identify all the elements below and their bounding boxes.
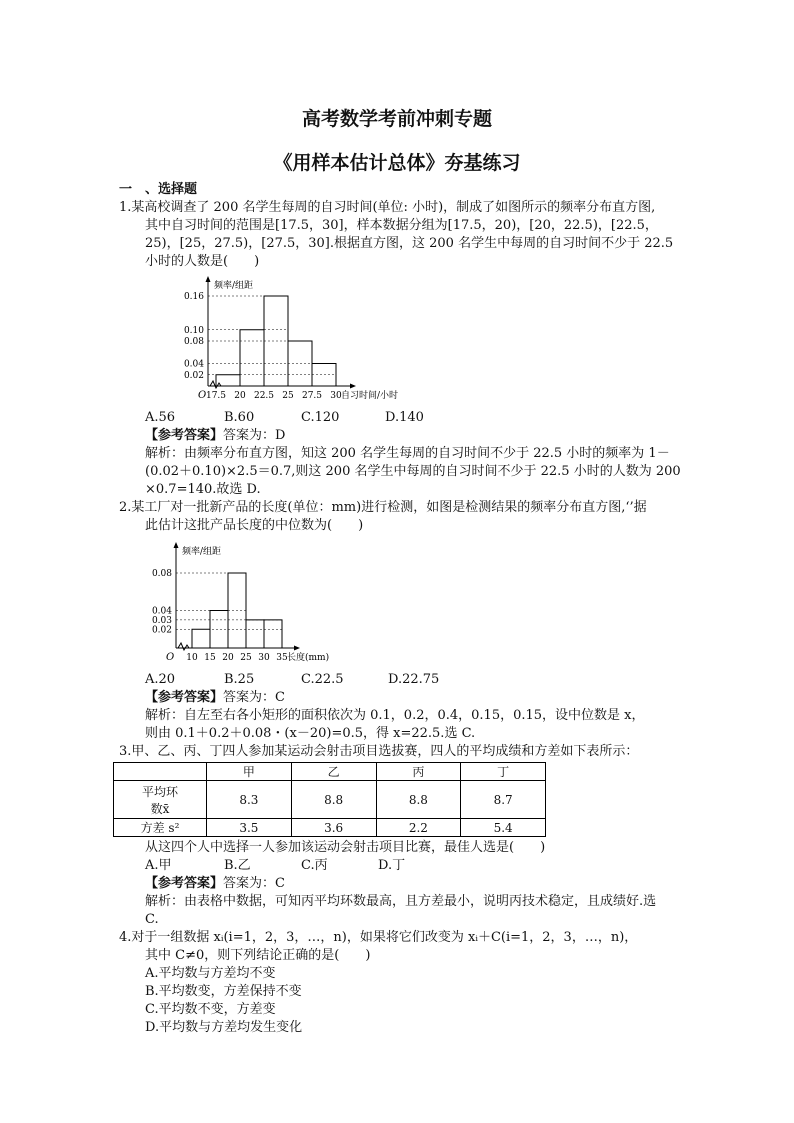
origin-label: O [166, 652, 175, 663]
table-row-label: 方差 s² [114, 819, 207, 837]
x-tick-label: 30 [258, 653, 270, 663]
q4-option-b: B.平均数变，方差保持不变 [145, 984, 302, 999]
table-cell: 5.4 [461, 819, 546, 837]
q1-option-b: B.60 [224, 410, 255, 425]
x-tick-label: 20 [234, 391, 246, 401]
q1-analysis-1: 解析：由频率分布直方图，知这 200 名学生每周的自习时间不少于 22.5 小时的频率为 1－ [145, 446, 670, 461]
x-tick-label: 25 [282, 391, 294, 401]
q2-answer: 答案为：C [223, 690, 285, 705]
q4-option-d: D.平均数与方差均发生变化 [145, 1020, 303, 1035]
table-header-cell: 乙 [291, 763, 376, 781]
y-tick-label: 0.08 [151, 569, 172, 579]
table-cell: 8.8 [376, 781, 461, 819]
x-tick-label: 27.5 [301, 391, 323, 401]
q2-analysis-1: 解析：自左至右各小矩形的面积依次为 0.1，0.2，0.4，0.15，0.15，设中位数是 x， [145, 708, 645, 723]
table-header-cell: 丁 [461, 763, 546, 781]
row-label-line: 数x̄ [150, 801, 170, 816]
q4-option-a: A.平均数与方差均不变 [145, 966, 276, 981]
q1-line-1: 1.某高校调查了 200 名学生每周的自习时间(单位: 小时)，制成了如图所示的频率分布直方图, [119, 200, 656, 215]
histogram-2 [148, 538, 388, 668]
q2-line-1: 2.某工厂对一批新产品的长度(单位：mm)进行检测，如图是检测结果的频率分布直方图,‘’据 [119, 500, 647, 515]
x-tick-label: 22.5 [253, 391, 275, 401]
histogram-bar [246, 620, 264, 648]
q4-line-1: 4.对于一组数据 xᵢ(i=1，2，3，…，n)，如果将它们改变为 xᵢ＋C(i=1，2，3，…，n)， [119, 930, 638, 945]
y-tick-label: 0.03 [151, 615, 172, 626]
table-row [114, 781, 546, 819]
q3-line-1: 3.甲、乙、丙、丁四人参加某运动会射击项目选拔赛，四人的平均成绩和方差如下表所示： [119, 744, 639, 759]
x-tick-label: 17.5 [205, 391, 227, 401]
q2-option-b: B.25 [224, 672, 255, 687]
table-cell: 8.7 [461, 781, 546, 819]
q1-option-a: A.56 [145, 410, 176, 425]
histogram-1 [170, 272, 450, 407]
table-cell: 3.6 [291, 819, 376, 837]
x-tick-label: 30 [330, 391, 342, 401]
reference-answer-label: 【参考答案】 [145, 428, 224, 443]
q3-answer: 答案为：C [223, 876, 285, 891]
q1-line-2: 其中自习时间的范围是[17.5，30]，样本数据分组为[17.5，20)，[20，22.5)，[22.5， [145, 218, 658, 233]
x-tick-label: 10 [186, 653, 198, 663]
table-header-cell: 丙 [376, 763, 461, 781]
x-axis-label: 长度(mm) [287, 653, 330, 663]
y-axis-arrow [206, 276, 211, 282]
y-tick-label: 0.10 [183, 325, 204, 336]
table-cell: 2.2 [376, 819, 461, 837]
q3-option-d: D.丁 [378, 858, 406, 873]
y-axis-arrow [174, 542, 179, 548]
page-title: 高考数学考前冲刺专题 [301, 108, 492, 130]
q3-analysis-2: C. [145, 912, 159, 927]
table-row-label [114, 781, 207, 819]
y-tick-label: 0.16 [183, 292, 204, 302]
q1-analysis-3: ×0.7=140.故选 D. [145, 482, 261, 497]
x-tick-label: 15 [204, 653, 216, 663]
histogram-bar [264, 620, 282, 648]
origin-label: O [198, 390, 207, 401]
q2-option-a: A.20 [145, 672, 176, 687]
q1-answer-row [145, 427, 285, 445]
table-header-row [114, 763, 546, 781]
y-tick-label: 0.08 [183, 337, 204, 347]
table-cell: 8.8 [291, 781, 376, 819]
q2-analysis-2: 则由 0.1＋0.2＋0.08・(x－20)=0.5，得 x=22.5.选 C. [145, 726, 476, 741]
q2-option-d: D.22.75 [388, 672, 440, 687]
x-tick-label: 35 [276, 653, 288, 663]
q1-analysis-2: (0.02＋0.10)×2.5＝0.7,则这 200 名学生中每周的自习时间不少于 22.5 小时的人数为 200 [145, 464, 681, 479]
q1-option-d: D.140 [385, 410, 424, 425]
table-cell: 8.3 [207, 781, 292, 819]
y-axis-label: 频率/组距 [214, 281, 254, 291]
histogram-bar [192, 629, 210, 648]
histogram-bar [240, 330, 264, 386]
reference-answer-label: 【参考答案】 [145, 876, 224, 891]
row-label-line: 平均环 [141, 784, 178, 799]
q4-line-2: 其中 C≠0，则下列结论正确的是( ) [145, 948, 371, 963]
q2-line-2: 此估计这批产品长度的中位数为( ) [145, 518, 364, 533]
q2-answer-row [145, 689, 285, 707]
section-heading: 一 、选择题 [119, 182, 198, 197]
y-tick-label: 0.02 [151, 625, 172, 636]
x-axis-label: 自习时间/小时 [341, 391, 399, 401]
page-subtitle: 《用样本估计总体》夯基练习 [273, 152, 521, 174]
q3-after: 从这四个人中选择一人参加该运动会射击项目比赛，最佳人选是( ) [145, 840, 546, 855]
table-cell: 3.5 [207, 819, 292, 837]
axis-break-mark [178, 643, 189, 650]
table-header-cell [114, 763, 207, 781]
q3-answer-row [145, 875, 285, 893]
x-axis-arrow [350, 384, 356, 389]
score-table [113, 762, 546, 837]
q4-option-c: C.平均数不变，方差变 [145, 1002, 276, 1017]
x-tick-label: 25 [240, 653, 252, 663]
x-tick-label: 20 [222, 653, 234, 663]
y-tick-label: 0.02 [183, 370, 204, 381]
q1-line-4: 小时的人数是( ) [145, 254, 260, 269]
q3-option-c: C.丙 [301, 858, 328, 873]
q3-option-a: A.甲 [145, 858, 172, 873]
y-tick-label: 0.04 [151, 606, 172, 617]
table-header-cell: 甲 [207, 763, 292, 781]
y-tick-label: 0.04 [183, 359, 204, 370]
q3-analysis-1: 解析：由表格中数据，可知丙平均环数最高，且方差最小，说明丙技术稳定，且成绩好.选 [145, 894, 657, 909]
x-axis-arrow [294, 646, 300, 651]
q1-answer: 答案为：D [223, 428, 286, 443]
q1-line-3: 25)，[25，27.5)，[27.5，30].根据直方图，这 200 名学生中每周的自习时间不少于 22.5 [145, 236, 674, 251]
q1-option-c: C.120 [301, 410, 340, 425]
table-row [114, 819, 546, 837]
q2-option-c: C.22.5 [301, 672, 344, 687]
reference-answer-label: 【参考答案】 [145, 690, 224, 705]
q3-option-b: B.乙 [224, 858, 251, 873]
y-axis-label: 频率/组距 [182, 547, 222, 557]
